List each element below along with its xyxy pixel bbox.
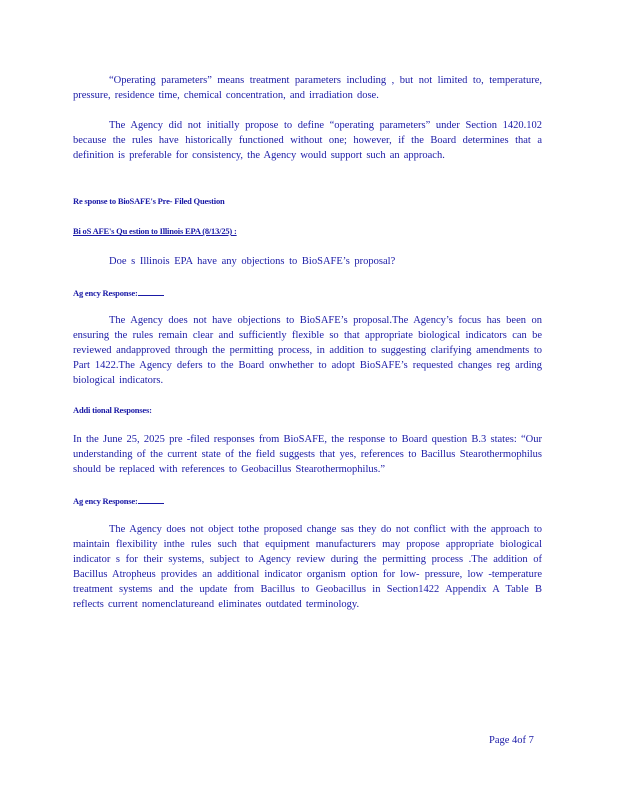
agency-response-paragraph-2: The Agency does not object tothe proposed change sas they do not conflict with the approach to maintain flexibility inthe rules such that equipment manufacturers may propose appropriate biological indicator s for their systems, subject to Agency review during the permitting process .The addition of Bacillus Atropheus provides an additional indicator organism option for low- pressure, low -temperature treatment systems and the update from Bacillus to Geobacillus in Section1422 Appendix A Table B reflects current nomenclatureand eliminates outdated terminology. [73,524,542,610]
biosafe-question-text: Doe s Illinois EPA have any objections to BioSAFE’s proposal? [109,256,396,267]
agency-response-paragraph-1: The Agency does not have objections to BioSAFE’s proposal.The Agency’s focus has been on ensuring the rules remain clear and sufficiently flexible so that appropriate biological indicators can be reviewed andapproved through the permitting process, in addition to suggesting clarifying amendments to Part 1422.The Agency defers to the Board onwhether to adopt BioSAFE’s requested changes reg arding biological indicators. [73,315,542,386]
agency-response-label-text: Ag ency Response: [73,288,138,298]
underline-rule [138,495,164,504]
agency-response-label-2 [73,495,164,507]
underline-rule [138,287,164,296]
response-heading: Re sponse to BioSAFE's Pre- Filed Question [73,196,225,206]
agency-response-label-1 [73,287,164,299]
biosafe-response-paragraph: In the June 25, 2025 pre -filed responses from BioSAFE, the response to Board question B.3 states: “Our understanding of the current state of the field suggests that yes, references to Bacillus Stearothermophilus should be replaced with references to Geobacillus Stearothermophilus.” [73,434,542,475]
agency-response-label-text: Ag ency Response: [73,496,138,506]
biosafe-question-heading: Bi oS AFE's Qu estion to Illinois EPA (8/13/25) : [73,226,237,236]
agency-explanation-paragraph: The Agency did not initially propose to define “operating parameters” under Section 1420.102 because the rules have historically functioned without one; however, if the Board determines that a definition is preferable for consistency, the Agency would support such an approach. [73,120,542,161]
page-number: Page 4of 7 [489,735,534,746]
definition-paragraph: “Operating parameters” means treatment parameters including , but not limited to, temperature, pressure, residence time, chemical concentration, and irradiation dose. [73,75,542,101]
additional-responses-heading: Addi tional Responses: [73,405,152,415]
